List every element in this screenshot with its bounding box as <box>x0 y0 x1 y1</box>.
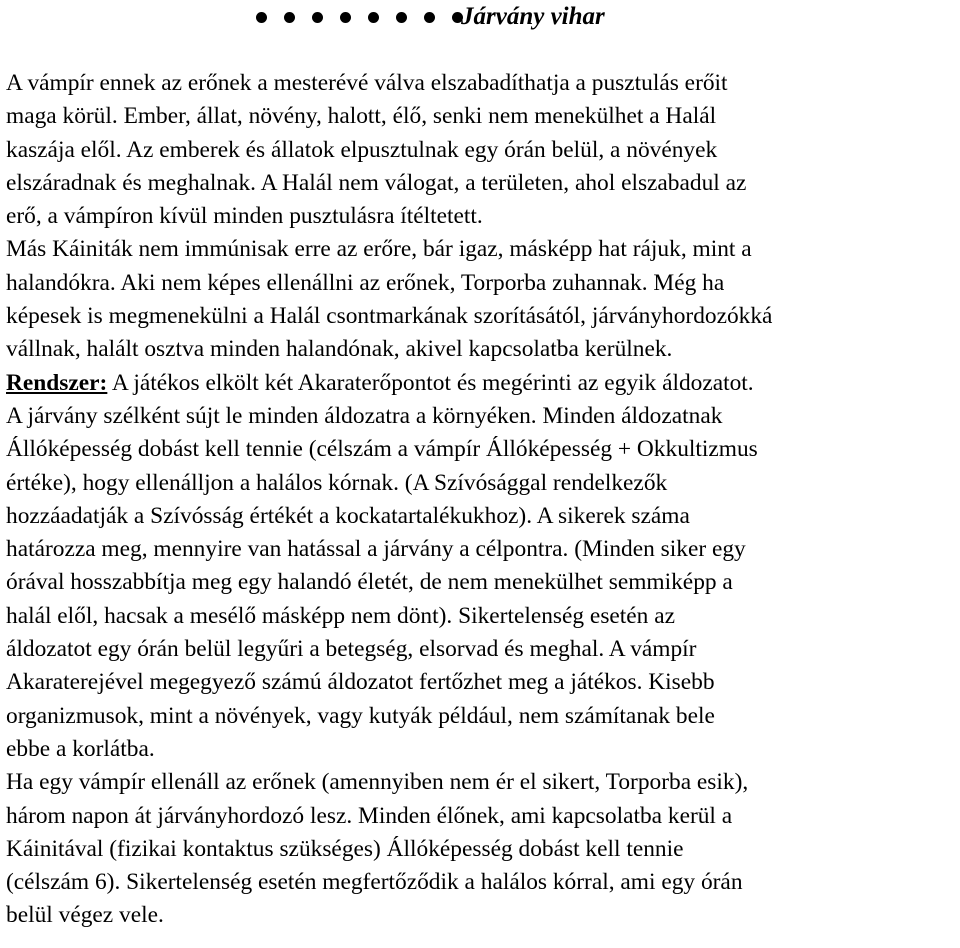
bullet-dot-icon <box>312 12 323 23</box>
bullet-dot-icon <box>340 12 351 23</box>
system-rule-text: A játékos elkölt két Akaraterőpontot és megérinti az egyik áldozatot. <box>107 369 754 396</box>
bullet-dot-icon <box>424 12 435 23</box>
body-text <box>6 67 956 933</box>
text-line: Káinitával (fizikai kontaktus szükséges) Állóképesség dobást kell tennie <box>6 835 684 862</box>
text-line: kaszája elől. Az emberek és állatok elpusztulnak egy órán belül, a növények <box>6 136 718 163</box>
text-line: Állóképesség dobást kell tennie (célszám a vámpír Állóképesség + Okkultizmus <box>6 436 758 463</box>
text-line: képesek is megmenekülni a Halál csontmarkának szorításától, járványhordozókká <box>6 303 773 330</box>
text-line: három napon át járványhordozó lesz. Minden élőnek, ami kapcsolatba kerül a <box>6 802 733 829</box>
text-line: halál elől, hacsak a mesélő másképp nem dönt). Sikertelenség esetén az <box>6 602 675 629</box>
system-rule-line <box>6 367 956 400</box>
section-heading <box>256 0 605 34</box>
text-line: elszáradnak és meghalnak. A Halál nem válogat, a területen, ahol elszabadul az <box>6 169 747 196</box>
bullet-dot-icon <box>256 12 267 23</box>
section-title: Járvány vihar <box>461 3 605 30</box>
text-line: Ha egy vámpír ellenáll az erőnek (amennyiben nem ér el sikert, Torporba esik), <box>6 769 749 796</box>
text-line: A járvány szélként sújt le minden áldozatra a környéken. Minden áldozatnak <box>6 402 723 429</box>
text-line: ebbe a korlátba. <box>6 735 155 762</box>
system-label: Rendszer: <box>6 369 108 396</box>
text-line: organizmusok, mint a növények, vagy kutyák például, nem számítanak bele <box>6 702 715 729</box>
text-line: A vámpír ennek az erőnek a mesterévé válva elszabadíthatja a pusztulás erőit <box>6 70 728 96</box>
text-line: erő, a vámpíron kívül minden pusztulásra ítéltetett. <box>6 203 483 230</box>
text-line: Más Káiniták nem immúnisak erre az erőre, bár igaz, másképp hat rájuk, mint a <box>6 236 752 263</box>
text-line: hozzáadatják a Szívósság értékét a kockatartalékukhoz). A sikerek száma <box>6 502 690 529</box>
text-line: vállnak, halált osztva minden halandónak, akivel kapcsolatba kerülnek. <box>6 336 673 363</box>
text-line: (célszám 6). Sikertelenség esetén megfertőződik a halálos kórral, ami egy órán <box>6 869 743 896</box>
text-line: órával hosszabbítja meg egy halandó életét, de nem menekülhet semmiképp a <box>6 569 733 596</box>
bullet-dot-icon <box>368 12 379 23</box>
bullet-dot-icon <box>284 12 295 23</box>
bullet-dot-icon <box>396 12 407 23</box>
text-line: maga körül. Ember, állat, növény, halott, élő, senki nem menekülhet a Halál <box>6 103 717 130</box>
text-line: áldozatot egy órán belül legyűri a betegség, elsorvad és meghal. A vámpír <box>6 636 697 663</box>
text-line: Akaraterejével megegyező számú áldozatot fertőzhet meg a játékos. Kisebb <box>6 669 715 696</box>
text-line: értéke), hogy ellenálljon a halálos kórnak. (A Szívósággal rendelkezők <box>6 469 668 496</box>
text-line: belül végez vele. <box>6 902 164 929</box>
text-line: halandókra. Aki nem képes ellenállni az erőnek, Torporba zuhannak. Még ha <box>6 269 725 296</box>
bullet-dots <box>256 12 463 23</box>
text-line: határozza meg, mennyire van hatással a járvány a célpontra. (Minden siker egy <box>6 536 746 563</box>
